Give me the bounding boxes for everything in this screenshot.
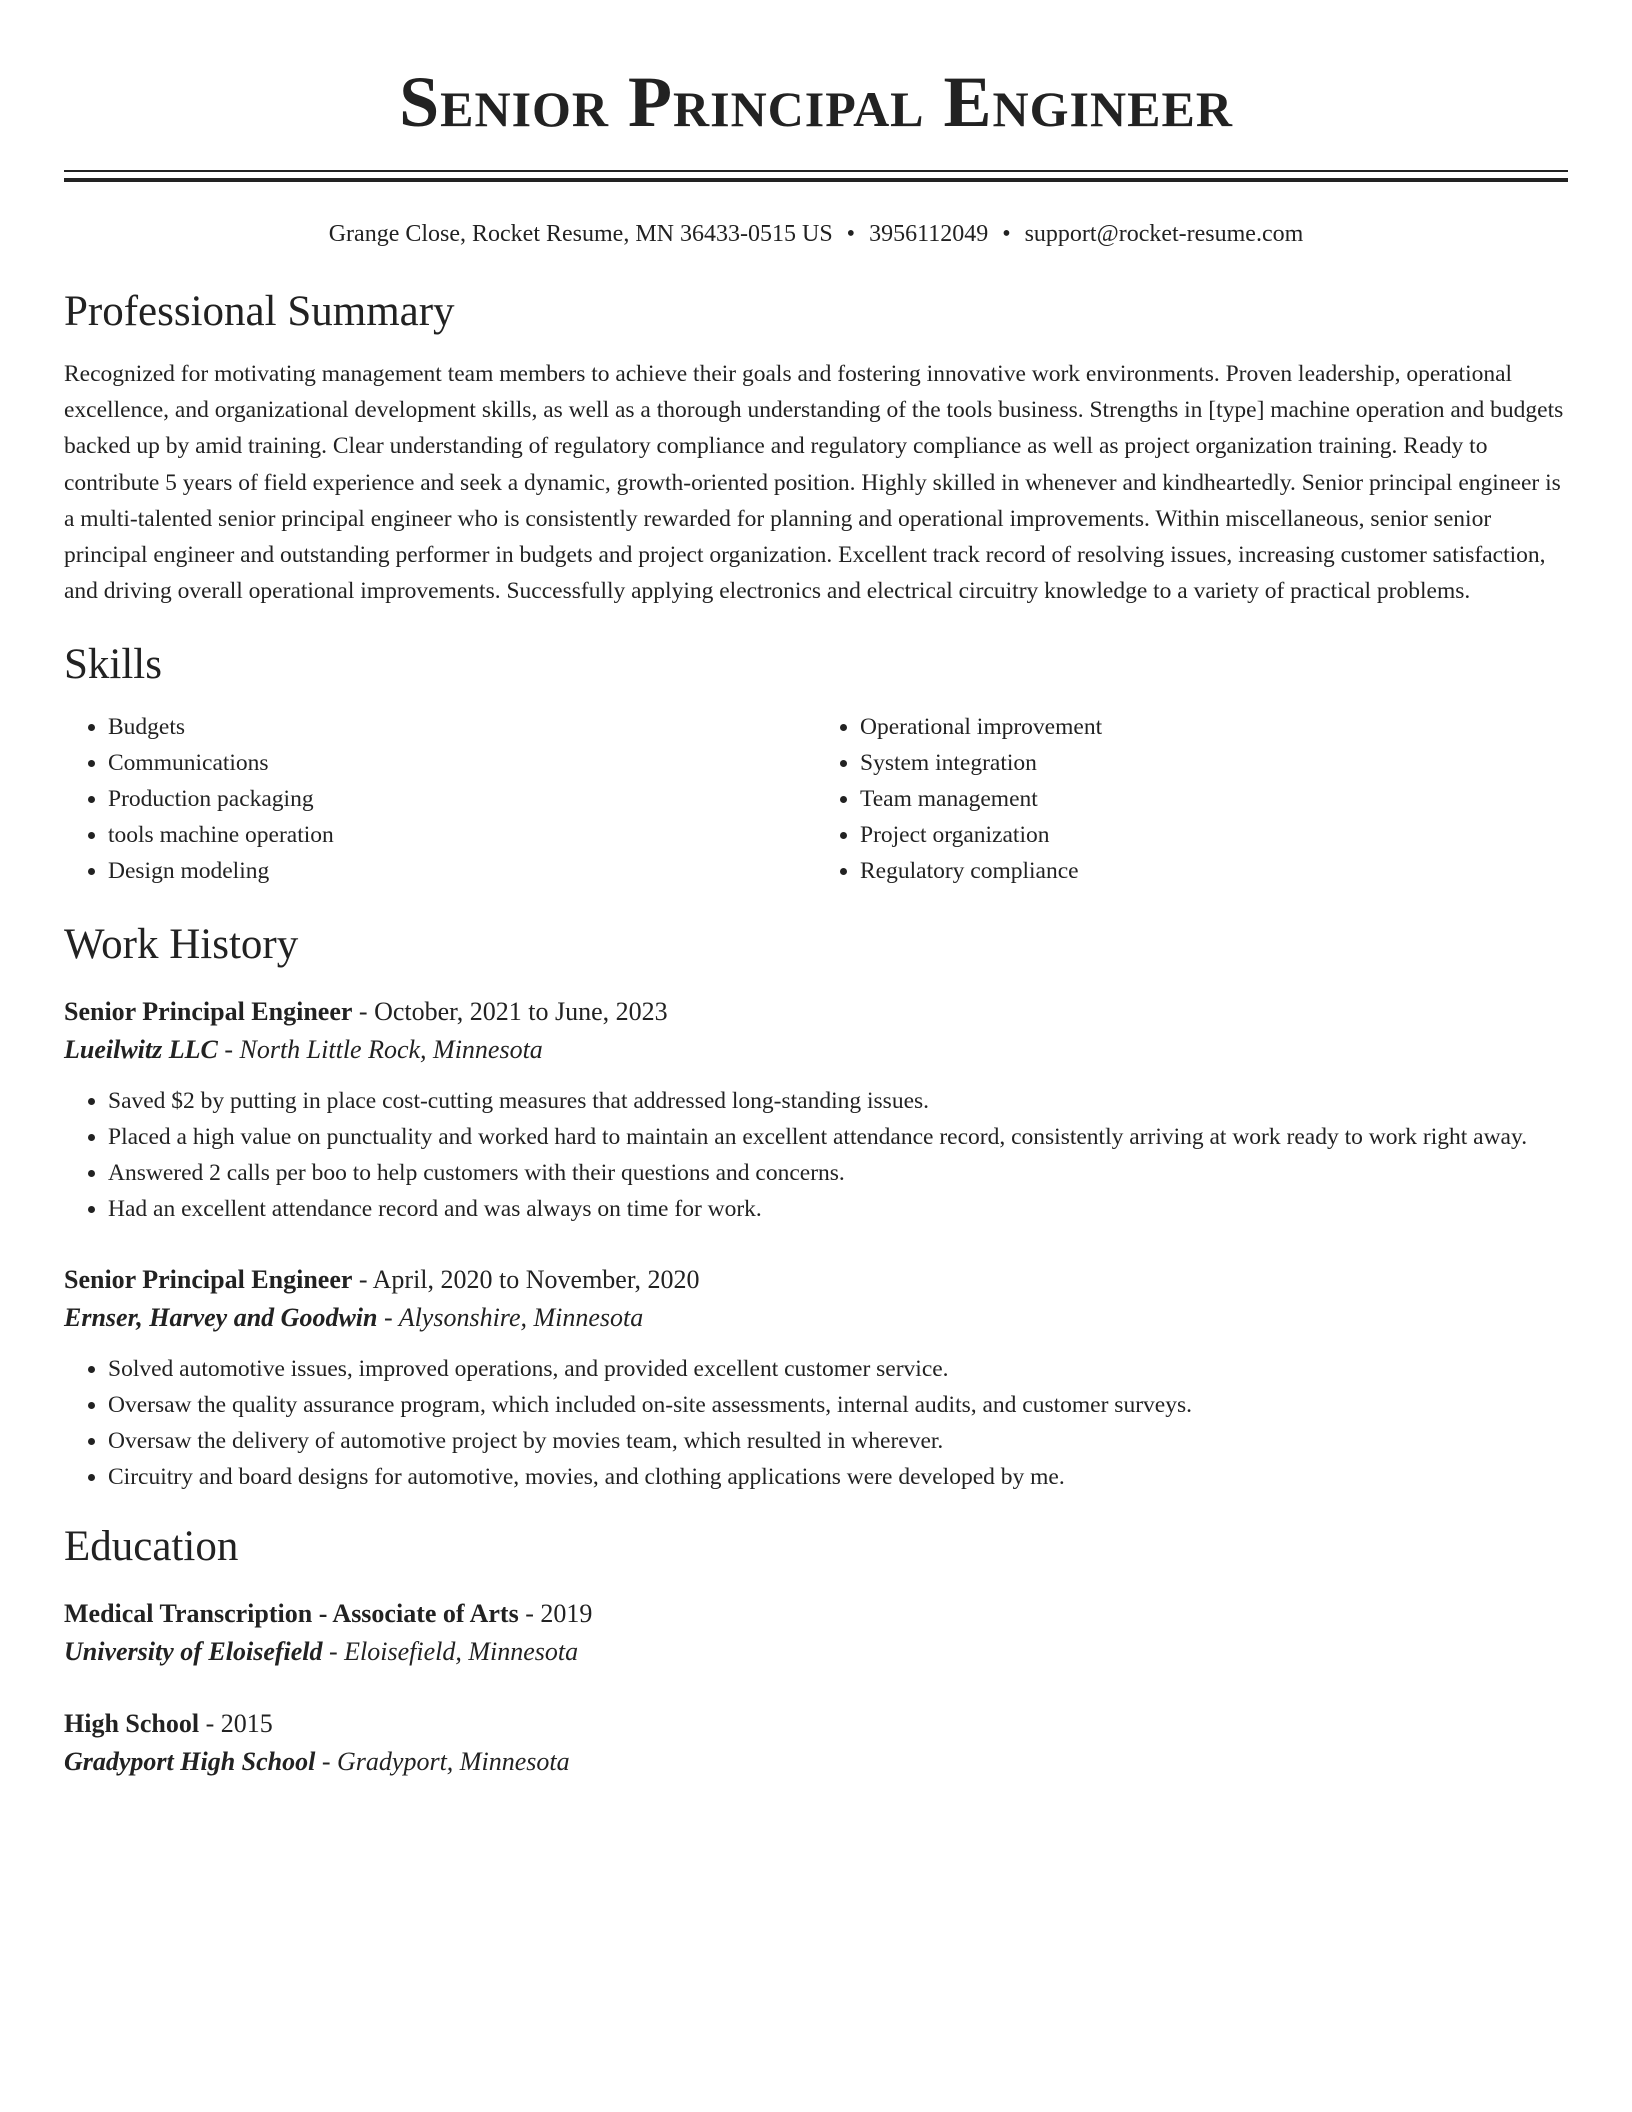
job-bullet: • Answered 2 calls per boo to help customers with their questions and concerns. <box>108 1155 1568 1191</box>
skill-item: • Communications <box>108 745 816 781</box>
job-bullet: • Solved automotive issues, improved operations, and provided excellent customer service. <box>108 1351 1568 1387</box>
education-school-line <box>64 1743 1568 1781</box>
job-bullets <box>64 1083 1568 1227</box>
contact-separator: • <box>846 221 856 247</box>
job-role: Senior Principal Engineer <box>64 997 353 1027</box>
section-title-skills: Skills <box>64 641 162 689</box>
job-bullet: • Placed a high value on punctuality and worked hard to maintain an excellent attendance record, consistently arriving at work ready to work right away. <box>108 1119 1568 1155</box>
job-dates: - April, 2020 to November, 2020 <box>352 1265 700 1295</box>
summary-text: Recognized for motivating management team members to achieve their goals and fostering innovative work environments. Proven leadership, operational excellence, and organizational development skills, as well as a thorough understanding of the tools business. Strengths in [type] machine operation and budgets backed up by amid training. Clear understanding of regulatory compliance and regulatory compliance as well as project organization training. Ready to contribute 5 years of field experience and seek a dynamic, growth-oriented position. Highly skilled in whenever and kindheartedly. Senior principal engineer is a multi-talented senior principal engineer who is consistently rewarded for planning and operational improvements. Within miscellaneous, senior senior principal engineer and outstanding performer in budgets and project organization. Excellent track record of resolving issues, increasing customer satisfaction, and driving overall operational improvements. Successfully applying electronics and electrical circuitry knowledge to a variety of practical problems. <box>64 361 1564 605</box>
contact-address: Grange Close, Rocket Resume, MN 36433-0515 US <box>328 221 833 247</box>
section-title-education: Education <box>64 1523 239 1571</box>
job-employer-line <box>64 1299 1568 1337</box>
contact-email: support@rocket-resume.com <box>1024 221 1304 247</box>
job-bullet: • Oversaw the delivery of automotive project by movies team, which resulted in wherever. <box>108 1423 1568 1459</box>
contact-line <box>64 218 1568 250</box>
education-location: - Eloisefield, Minnesota <box>322 1637 579 1667</box>
job-header <box>64 993 1568 1031</box>
skill-item: • Design modeling <box>108 853 816 889</box>
education-degree: High School <box>64 1709 200 1739</box>
divider-thin-line <box>64 170 1568 172</box>
job-bullet: • Oversaw the quality assurance program, which included on-site assessments, internal audits, and customer surveys. <box>108 1387 1568 1423</box>
job-bullets <box>64 1351 1568 1495</box>
education-year: - 2019 <box>518 1599 593 1629</box>
job-employer: Ernser, Harvey and Goodwin <box>64 1303 378 1333</box>
job-bullet: • Saved $2 by putting in place cost-cutting measures that addressed long-standing issues. <box>108 1083 1568 1119</box>
skill-item: • Project organization <box>860 817 1568 853</box>
resume-page <box>64 0 1568 1781</box>
education-school: Gradyport High School <box>64 1747 316 1777</box>
skills-grid <box>64 709 1568 889</box>
job-bullet: • Circuitry and board designs for automotive, movies, and clothing applications were developed by me. <box>108 1459 1568 1495</box>
job-bullet: • Had an excellent attendance record and was always on time for work. <box>108 1191 1568 1227</box>
job-location: - North Little Rock, Minnesota <box>217 1035 543 1065</box>
job-entry <box>64 993 1568 1227</box>
skills-list-left <box>64 709 816 889</box>
candidate-name: Senior Principal Engineer <box>399 62 1233 142</box>
skill-item: • Production packaging <box>108 781 816 817</box>
education-entry <box>64 1595 1568 1671</box>
job-location: - Alysonshire, Minnesota <box>377 1303 644 1333</box>
job-employer: Lueilwitz LLC <box>64 1035 218 1065</box>
section-title-work-history: Work History <box>64 921 299 969</box>
job-dates: - October, 2021 to June, 2023 <box>352 997 668 1027</box>
job-entry <box>64 1261 1568 1495</box>
education-school-line <box>64 1633 1568 1671</box>
divider-thick-line <box>64 178 1568 182</box>
job-employer-line <box>64 1031 1568 1069</box>
education-header <box>64 1595 1568 1633</box>
skill-item: • Regulatory compliance <box>860 853 1568 889</box>
job-header <box>64 1261 1568 1299</box>
job-role: Senior Principal Engineer <box>64 1265 353 1295</box>
contact-separator: • <box>1002 221 1011 247</box>
education-school: University of Eloisefield <box>64 1637 323 1667</box>
skill-item: • Operational improvement <box>860 709 1568 745</box>
skill-item: • Budgets <box>108 709 816 745</box>
skills-list-right <box>816 709 1568 889</box>
header-divider <box>64 170 1568 182</box>
skill-item: • System integration <box>860 745 1568 781</box>
skill-item: • tools machine operation <box>108 817 816 853</box>
skill-item: • Team management <box>860 781 1568 817</box>
education-entry <box>64 1705 1568 1781</box>
education-header <box>64 1705 1568 1743</box>
education-year: - 2015 <box>199 1709 273 1739</box>
contact-phone: 3956112049 <box>869 221 989 247</box>
section-title-summary: Professional Summary <box>64 288 455 335</box>
education-location: - Gradyport, Minnesota <box>315 1747 570 1777</box>
education-degree: Medical Transcription - Associate of Arts <box>64 1599 519 1629</box>
